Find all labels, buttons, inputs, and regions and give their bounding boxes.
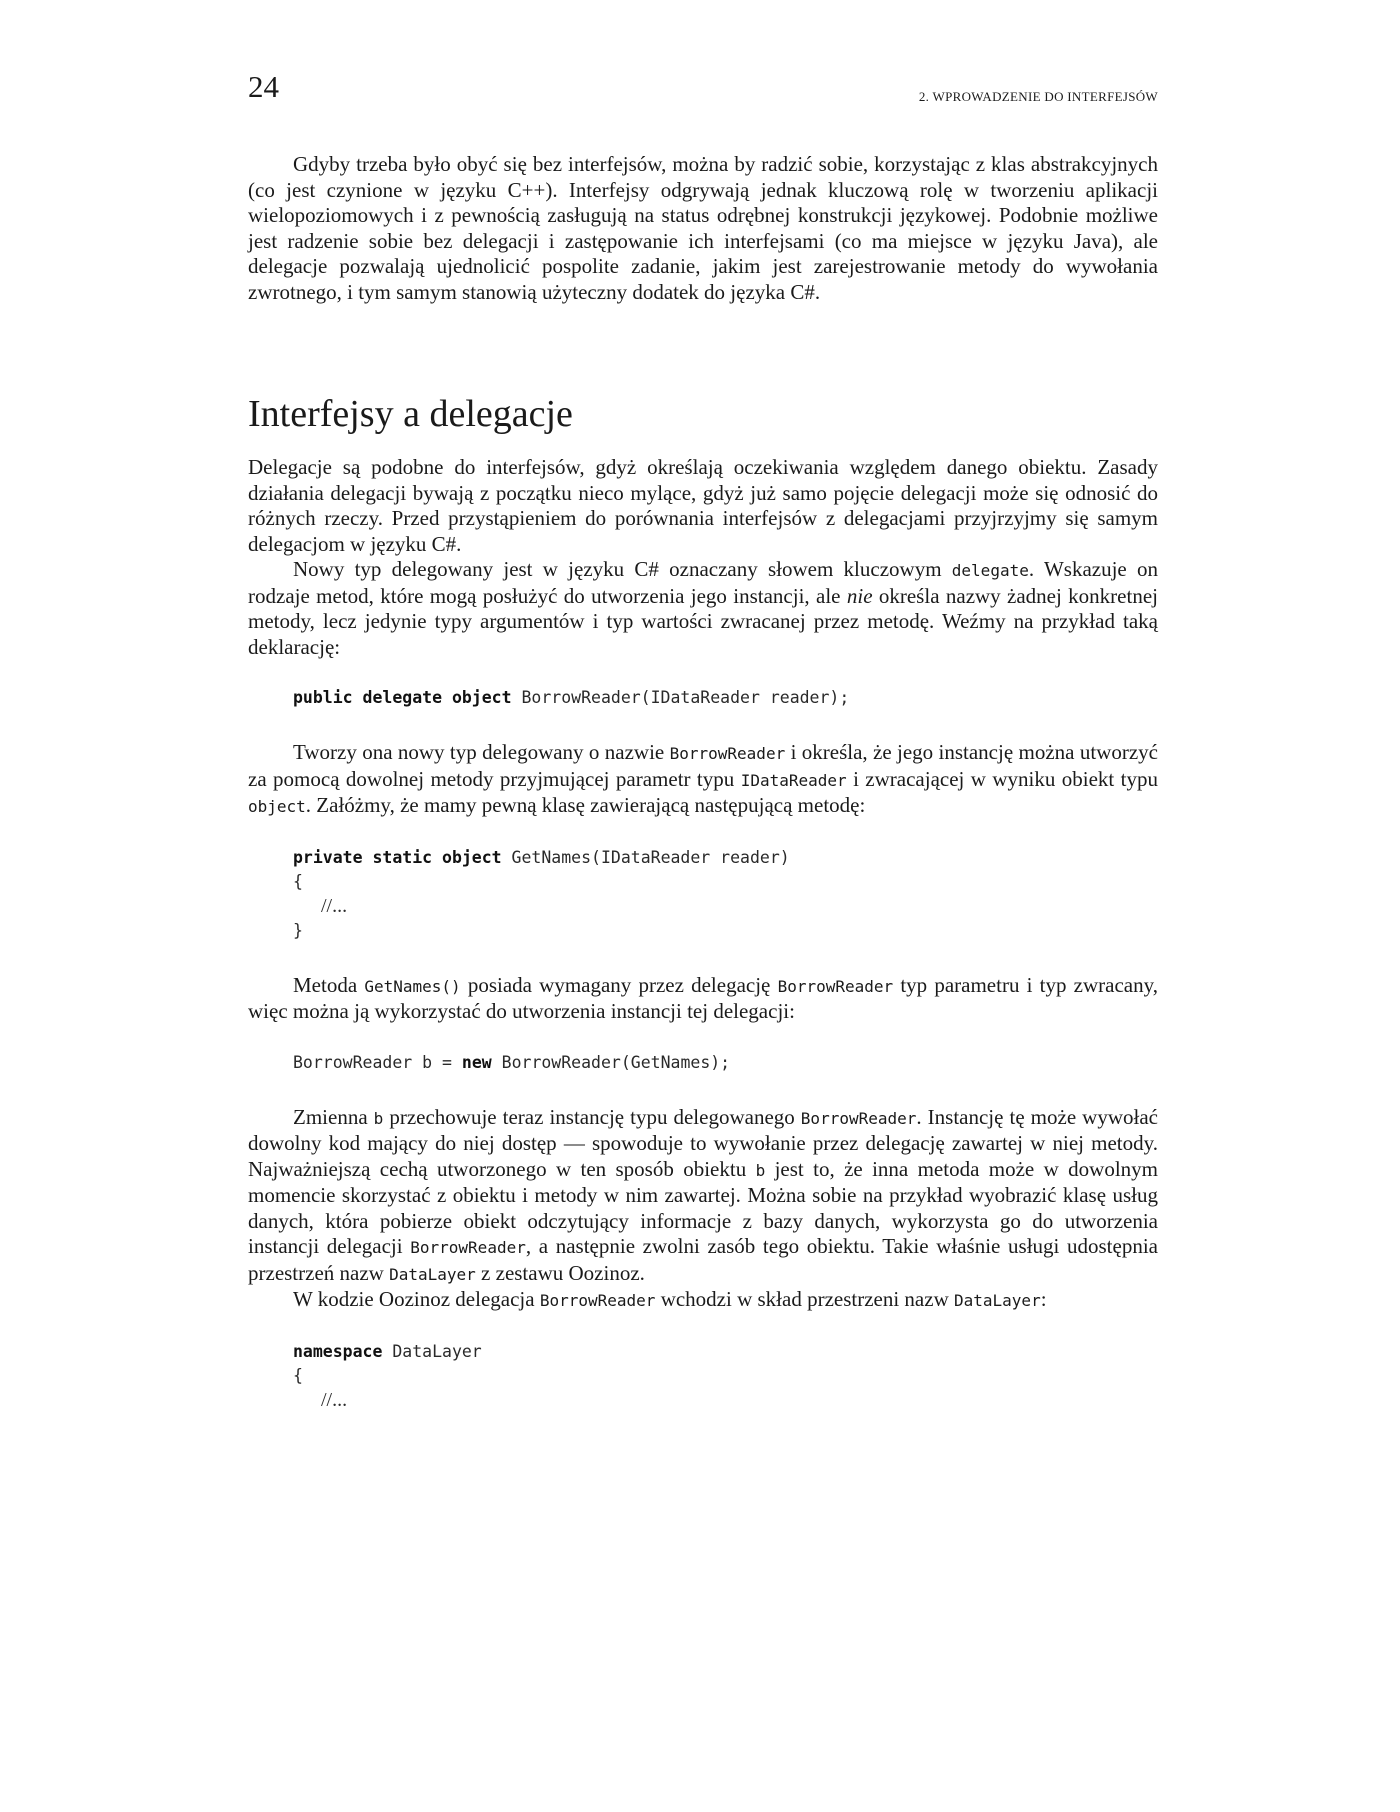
- code-comment: //...: [321, 894, 348, 917]
- emphasis: nie: [846, 583, 873, 608]
- text-run: i określa, że jego instancję można utworzyć za pomocą dowolnej metody przyjmującej parametr typu: [248, 740, 1158, 791]
- inline-code: IDataReader: [740, 770, 847, 790]
- text-run: . Załóżmy, że mamy pewną klasę zawierającą następującą metodę:: [305, 793, 866, 817]
- code-line: [293, 1388, 1158, 1413]
- section-paragraph-3: [248, 740, 1158, 820]
- page-header: [248, 70, 1158, 118]
- page-number: 24: [248, 69, 279, 104]
- inline-code: BorrowReader: [800, 1108, 917, 1128]
- inline-code: b: [373, 1108, 384, 1128]
- code-text: DataLayer: [382, 1341, 482, 1361]
- inline-code: GetNames(): [364, 976, 461, 996]
- section-paragraph-1: Delegacje są podobne do interfejsów, gdyż określają oczekiwania względem danego obiektu. Zasady działania delegacji bywają z początku nieco mylące, gdyż już samo pojęcie delegacji może się odnosić do różnych rzeczy. Przed przystąpieniem do porównania interfejsów z delegacjami przyjrzyjmy się samym delegacjom w języku C#.: [248, 455, 1158, 556]
- text-run: z zestawu Oozinoz.: [475, 1260, 645, 1285]
- inline-code: object: [248, 797, 306, 816]
- code-block-3: [248, 1051, 1158, 1075]
- code-keyword: public delegate object: [293, 688, 512, 707]
- code-keyword: private static object: [293, 847, 502, 867]
- section-paragraph-4: [248, 973, 1158, 1025]
- intro-paragraph: Gdyby trzeba było obyć się bez interfejsów, można by radzić sobie, korzystając z klas abstrakcyjnych (co jest czynione w języku C++). Interfejsy odgrywają jednak kluczową rolę w tworzeniu aplikacji wielopoziomowych i z pewnością zasługują na status odrębnej konstrukcji językowej. Podobnie możliwe jest radzenie sobie bez delegacji i zastępowanie ich interfejsami (co ma miejsce w języku Java), ale delegacje pozwalają ujednolicić pospolite zadanie, jakim jest zarejestrowanie metody do wywołania zwrotnego, i tym samym stanowią użyteczny dodatek do języka C#.: [248, 152, 1158, 304]
- text-run: . Wskazuje on rodzaje metod, które mogą posłużyć do utworzenia jego instancji, ale: [248, 557, 1158, 608]
- section-title: Interfejsy a delegacje: [248, 393, 573, 435]
- book-page: [248, 70, 1158, 1413]
- code-line: {: [293, 871, 303, 891]
- inline-code: b: [755, 1160, 766, 1180]
- text-run: określa nazwy żadnej konkretnej metody, lecz jedynie typy argumentów i typ wartości zwracanej przez metodę. Weźmy na przykład taką deklarację:: [248, 583, 1158, 659]
- text-run: Zmienna: [293, 1104, 374, 1129]
- inline-code: DataLayer: [389, 1264, 476, 1284]
- code-block-1: [248, 686, 1158, 710]
- running-head: 2. WPROWADZENIE DO INTERFEJSÓW: [918, 89, 1158, 104]
- code-line: [293, 894, 1158, 919]
- text-run: przechowuje teraz instancję typu delegowanego: [383, 1104, 801, 1129]
- code-comment: //...: [321, 1388, 348, 1411]
- inline-code: BorrowReader: [669, 744, 786, 763]
- inline-code: BorrowReader: [777, 976, 894, 996]
- code-block-2: [248, 846, 1158, 943]
- section-paragraph-5: [248, 1105, 1158, 1288]
- text-run: . Instancję tę może wywołać dowolny kod mający do niej dostęp — spowoduje to wywołanie przez delegację zawartej w niej metody. Najważniejszą cechą utworzonego w ten sposób obiektu: [248, 1104, 1158, 1181]
- text-run: posiada wymagany przez delegację: [460, 972, 778, 997]
- text-run: W kodzie Oozinoz delegacja: [293, 1287, 540, 1311]
- text-run: Metoda: [293, 972, 365, 997]
- code-line: }: [293, 920, 303, 940]
- text-run: , a następnie zwolni zasób tego obiektu. Takie właśnie usługi udostępnia przestrzeń nazw: [248, 1234, 1158, 1285]
- text-run: typ parametru i typ zwracany, więc można ją wykorzystać do utworzenia instancji tej delegacji:: [248, 972, 1158, 1023]
- code-text: GetNames(IDataReader reader): [501, 847, 790, 867]
- text-run: jest to, że inna metoda może w dowolnym momencie skorzystać z obiektu i metody w nim zawartej. Można sobie na przykład wyobrazić klasę usług danych, która pobierze obiekt odczytujący informacje z bazy danych, wykorzysta go do utworzenia instancji delegacji: [248, 1156, 1158, 1258]
- text-run: :: [1040, 1287, 1047, 1311]
- code-text: BorrowReader(IDataReader reader);: [511, 688, 850, 707]
- inline-code: BorrowReader: [410, 1238, 526, 1257]
- code-text: BorrowReader b =: [293, 1052, 462, 1072]
- code-keyword: namespace: [293, 1341, 383, 1361]
- code-line: [293, 846, 1158, 870]
- code-line: [293, 1340, 1158, 1364]
- text-run: Nowy typ delegowany jest w języku C# oznaczany słowem kluczowym: [293, 557, 952, 581]
- code-keyword: new: [461, 1052, 492, 1072]
- code-text: BorrowReader(GetNames);: [491, 1052, 731, 1072]
- text-run: wchodzi w skład przestrzeni nazw: [655, 1287, 954, 1311]
- code-line: {: [293, 1365, 303, 1385]
- section-paragraph-2: [248, 557, 1158, 660]
- inline-code: BorrowReader: [539, 1291, 656, 1310]
- code-block-4: [248, 1340, 1158, 1413]
- section-paragraph-6: [248, 1287, 1158, 1314]
- text-run: Tworzy ona nowy typ delegowany o nazwie: [293, 740, 670, 764]
- text-run: i zwracającej w wyniku obiekt typu: [846, 766, 1158, 791]
- inline-code: DataLayer: [954, 1291, 1041, 1310]
- inline-code: delegate: [951, 561, 1029, 580]
